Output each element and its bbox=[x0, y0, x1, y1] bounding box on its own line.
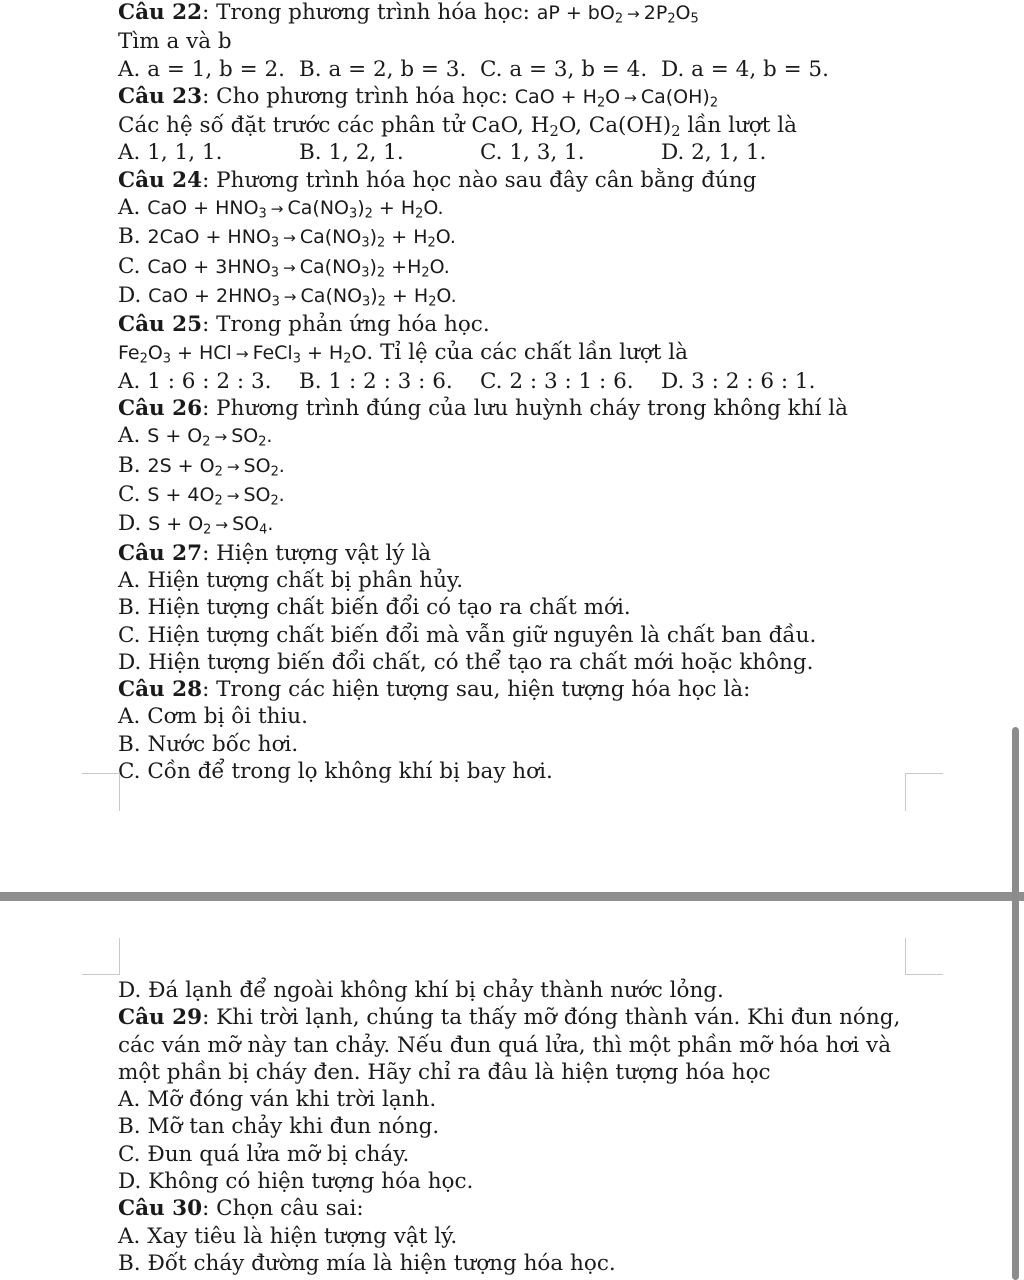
option-c[interactable]: C. 2 : 3 : 1 : 6. bbox=[480, 368, 634, 394]
option-b[interactable]: B. Đốt cháy đường mía là hiện tượng hóa học. bbox=[118, 1250, 616, 1276]
option-a[interactable]: A. 1 : 6 : 2 : 3. bbox=[118, 368, 272, 394]
option-a[interactable]: A. Xay tiêu là hiện tượng vật lý. bbox=[118, 1223, 458, 1249]
question-text: : Trong các hiện tượng sau, hiện tượng hóa học là: bbox=[202, 677, 751, 703]
equation: CaO + $H_2O \to Ca(OH)_2$ bbox=[514, 85, 719, 111]
option-a[interactable]: A. Mỡ đóng ván khi trời lạnh. bbox=[118, 1087, 437, 1113]
option-a[interactable]: A. CaO + $HNO_3 \to Ca(NO_3)_2 + H_2O$. bbox=[118, 195, 444, 222]
question-label: Câu 24 bbox=[118, 167, 203, 193]
option-c[interactable]: C. Đun quá lửa mỡ bị cháy. bbox=[118, 1141, 410, 1167]
option-c[interactable]: C. Cồn để trong lọ không khí bị bay hơi. bbox=[118, 759, 553, 785]
option-letter: D. bbox=[118, 511, 142, 537]
question-text: : Khi trời lạnh, chúng ta thấy mỡ đóng thành ván. Khi đun nóng, các ván mỡ này tan chảy. Nếu đun quá lửa, thì một phần mỡ hóa hơi và một phần bị cháy đen. Hãy chỉ ra đâu là hiện tượng hóa học bbox=[118, 1005, 901, 1085]
option-b[interactable]: B. Nước bốc hơi. bbox=[118, 731, 299, 757]
option-a[interactable]: A. 1, 1, 1. bbox=[118, 140, 223, 166]
question-25-line2 bbox=[118, 339, 918, 368]
question-23-line2: Các hệ số đặt trước các phân tử CaO, $H_2O$, $Ca(OH)_2$ lần lượt là bbox=[118, 113, 797, 141]
option-letter: B. bbox=[118, 452, 141, 478]
question-text: : Trong phản ứng hóa học. bbox=[202, 312, 490, 338]
option-b[interactable]: B. Hiện tượng chất biến đổi có tạo ra chất mới. bbox=[118, 595, 631, 621]
option-c[interactable]: C. Hiện tượng chất biến đổi mà vẫn giữ nguyên là chất ban đầu. bbox=[118, 622, 817, 648]
option-b[interactable]: B. a = 2, b = 3. bbox=[299, 56, 467, 82]
question-text: : Cho phương trình hóa học: bbox=[202, 83, 515, 109]
option-a[interactable]: A. Cơm bị ôi thiu. bbox=[118, 704, 308, 730]
question-label: Câu 26 bbox=[118, 396, 203, 422]
option-d[interactable]: D. $S + O_2 \to SO_4$. bbox=[118, 511, 274, 538]
option-c[interactable]: C. CaO + $3HNO_3 \to Ca(NO_3)_2 +H_2O$. bbox=[118, 253, 450, 281]
option-letter: C. bbox=[118, 253, 141, 279]
scrollbar-thumb[interactable] bbox=[1012, 727, 1019, 1280]
option-d[interactable]: D. Không có hiện tượng hóa học. bbox=[118, 1169, 474, 1195]
option-d[interactable]: D. Đá lạnh để ngoài không khí bị chảy thành nước lỏng. bbox=[118, 978, 724, 1003]
option-letter: D. bbox=[118, 282, 142, 308]
question-27 bbox=[118, 540, 918, 567]
question-label: Câu 25 bbox=[118, 312, 203, 338]
question-label: Câu 22 bbox=[118, 0, 203, 25]
question-label: Câu 29 bbox=[118, 1005, 203, 1031]
option-letter: C. bbox=[118, 482, 141, 508]
question-30 bbox=[118, 1195, 918, 1222]
option-d[interactable]: D. Hiện tượng biến đổi chất, có thể tạo ra chất mới hoặc không. bbox=[118, 649, 814, 675]
question-25 bbox=[118, 311, 918, 338]
question-24 bbox=[118, 167, 918, 194]
page-top bbox=[118, 0, 918, 785]
option-c[interactable]: C. $S + 4O_2 \to SO_2$. bbox=[118, 482, 285, 509]
option-d[interactable]: D. CaO + $2HNO_3 \to Ca(NO_3)_2 + H_2O$. bbox=[118, 282, 457, 310]
option-d[interactable]: D. 2, 1, 1. bbox=[661, 140, 767, 166]
question-26 bbox=[118, 395, 918, 422]
question-23 bbox=[118, 83, 918, 112]
question-23-options bbox=[118, 139, 918, 166]
option-a[interactable]: A. a = 1, b = 2. bbox=[118, 56, 286, 82]
question-22-options bbox=[118, 56, 918, 83]
question-label: Câu 27 bbox=[118, 540, 203, 566]
question-28 bbox=[118, 676, 918, 703]
question-text: : Hiện tượng vật lý là bbox=[202, 540, 432, 566]
question-label: Câu 28 bbox=[118, 677, 203, 703]
option-b[interactable]: B. 1 : 2 : 3 : 6. bbox=[299, 368, 453, 394]
question-label: Câu 30 bbox=[118, 1196, 203, 1222]
text-part: lần lượt là bbox=[680, 113, 797, 139]
page-corner-mark bbox=[82, 938, 120, 975]
question-22-line2: Tìm a và b bbox=[118, 29, 232, 55]
option-d[interactable]: D. a = 4, b = 5. bbox=[661, 56, 829, 82]
question-text: : Chọn câu sai: bbox=[202, 1196, 364, 1222]
option-letter: A. bbox=[118, 195, 141, 221]
option-a[interactable]: A. Hiện tượng chất bị phân hủy. bbox=[118, 567, 464, 593]
option-letter: A. bbox=[118, 423, 141, 449]
option-d[interactable]: D. 3 : 2 : 6 : 1. bbox=[661, 368, 816, 394]
option-letter: B. bbox=[118, 224, 141, 250]
option-b[interactable]: B. Mỡ tan chảy khi đun nóng. bbox=[118, 1114, 440, 1140]
question-22 bbox=[118, 0, 918, 28]
question-text: : Phương trình đúng của lưu huỳnh cháy trong không khí là bbox=[202, 396, 848, 422]
option-b[interactable]: B. $2S + O_2 \to SO_2$. bbox=[118, 452, 285, 480]
question-text: : Phương trình hóa học nào sau đây cân bằng đúng bbox=[202, 167, 757, 193]
option-c[interactable]: C. 1, 3, 1. bbox=[480, 140, 585, 166]
option-b[interactable]: B. $2CaO + HNO_3 \to Ca(NO_3)_2 + H_2O$. bbox=[118, 224, 456, 251]
question-label: Câu 23 bbox=[118, 83, 203, 109]
text-part: . Tỉ lệ của các chất lần lượt là bbox=[366, 339, 688, 365]
question-29 bbox=[118, 1004, 908, 1086]
page-bottom bbox=[118, 977, 918, 1277]
page-corner-mark bbox=[82, 773, 120, 811]
option-a[interactable]: A. $S + O_2 \to SO_2$. bbox=[118, 423, 273, 451]
page-corner-mark bbox=[905, 773, 943, 811]
equation: $Fe_2O_3$ + HCl → FeCl$_3$ + $H_2O$ bbox=[118, 341, 367, 367]
page-break-separator bbox=[0, 892, 1024, 901]
text-part: Các hệ số đặt trước các phân tử bbox=[118, 113, 472, 139]
page-corner-mark bbox=[905, 938, 943, 975]
equation: aP + $bO_2 \to 2P_2O_5$ bbox=[536, 2, 699, 27]
option-b[interactable]: B. 1, 2, 1. bbox=[299, 140, 404, 166]
question-text: : Trong phương trình hóa học: bbox=[202, 0, 537, 25]
question-25-options bbox=[118, 368, 918, 395]
option-c[interactable]: C. a = 3, b = 4. bbox=[480, 56, 648, 82]
